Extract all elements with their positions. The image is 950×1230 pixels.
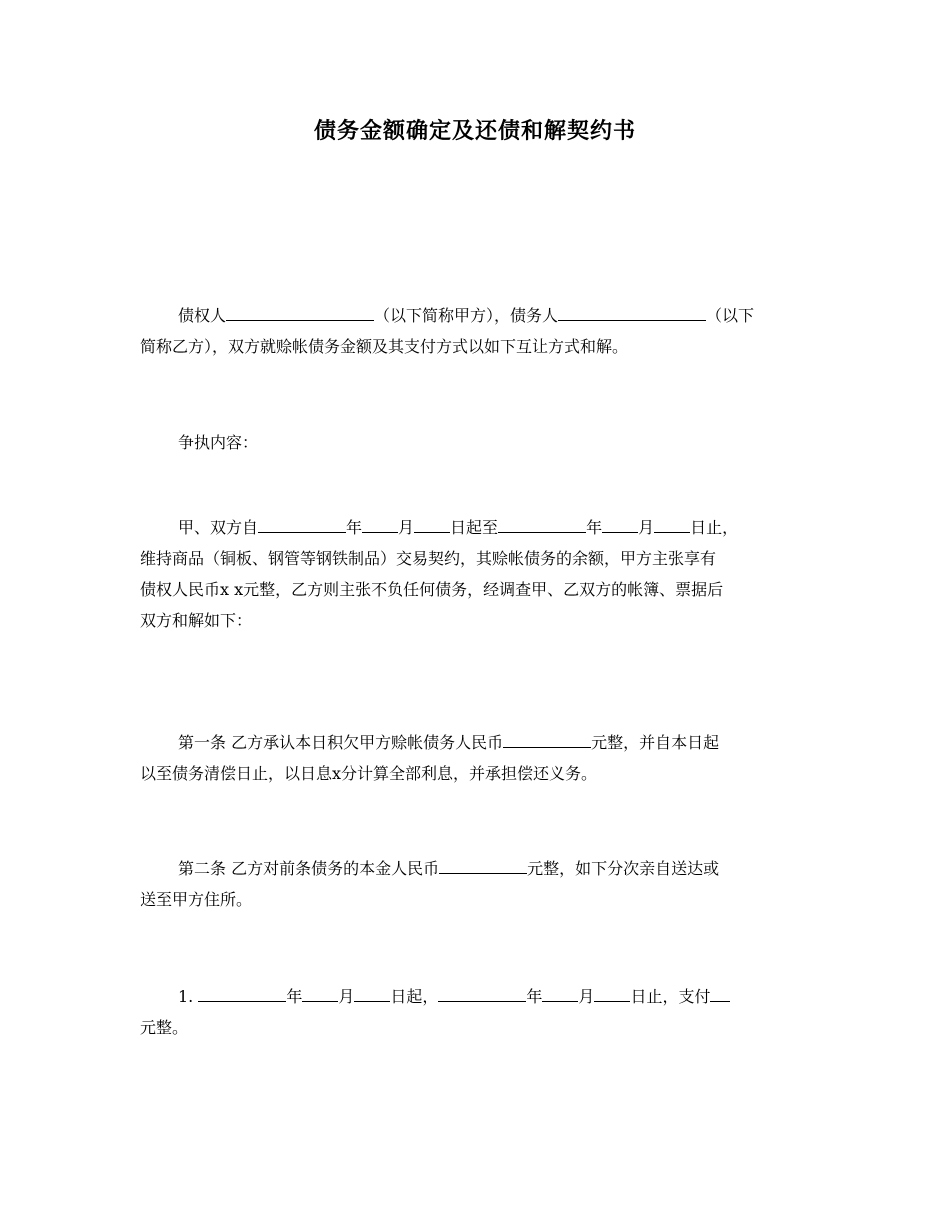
article-1-paragraph (140, 727, 812, 789)
article-2-text: 第二条 乙方对前条债务的本金人民币 (178, 859, 440, 878)
intro-line-2: 简称乙方），双方就赊帐债务金额及其支付方式以如下互让方式和解。 (140, 337, 629, 356)
dispute-heading: 争执内容： (178, 433, 259, 452)
item-text: 日起， (390, 987, 439, 1006)
item-text: 年 (526, 987, 543, 1006)
intro-text: （以下 (706, 306, 755, 325)
item-1-line-1 (140, 981, 812, 1012)
dispute-paragraph (140, 512, 812, 636)
dispute-line-4: 双方和解如下： (140, 611, 253, 630)
start-year-blank (258, 515, 346, 533)
start-day-blank (414, 515, 450, 533)
article-1-text: 元整，并自本日起 (591, 733, 720, 752)
dispute-line-3: 债权人民币x x元整，乙方则主张不负任何债务，经调查甲、乙双方的帐簿、票据后 (140, 580, 724, 599)
item-start-year-blank (198, 984, 286, 1002)
item-number: 1. (178, 987, 199, 1006)
item-text: 日止，支付 (630, 987, 711, 1006)
item-1-line-2: 元整。 (140, 1018, 189, 1037)
dispute-text: 月 (398, 518, 415, 537)
dispute-text: 日止， (690, 518, 739, 537)
dispute-heading-paragraph (140, 427, 812, 458)
item-text: 月 (338, 987, 355, 1006)
dispute-text: 甲、双方自 (178, 518, 259, 537)
start-month-blank (362, 515, 398, 533)
item-start-month-blank (302, 984, 338, 1002)
creditor-label: 债权人 (178, 306, 227, 325)
item-end-month-blank (542, 984, 578, 1002)
dispute-line-1 (140, 512, 812, 543)
article-2-text: 元整，如下分次亲自送达或 (527, 859, 720, 878)
debt-amount-blank (503, 730, 591, 748)
dispute-text: 月 (638, 518, 655, 537)
end-day-blank (654, 515, 690, 533)
item-start-day-blank (354, 984, 390, 1002)
intro-paragraph (140, 300, 812, 362)
dispute-line-2: 维持商品（铜板、钢管等钢铁制品）交易契约，其赊帐债务的余额，甲方主张享有 (140, 549, 717, 568)
document-title: 债务金额确定及还债和解契约书 (313, 119, 636, 144)
article-1-text: 第一条 乙方承认本日积欠甲方赊帐债务人民币 (178, 733, 504, 752)
article-2-line-1 (140, 853, 812, 884)
article-2-line-2: 送至甲方住所。 (140, 890, 253, 909)
item-text: 年 (286, 987, 303, 1006)
end-month-blank (602, 515, 638, 533)
principal-amount-blank (439, 856, 527, 874)
intro-text: （以下简称甲方），债务人 (374, 306, 559, 325)
item-amount-blank (710, 984, 730, 1002)
item-text: 月 (578, 987, 595, 1006)
dispute-text: 日起至 (450, 518, 499, 537)
creditor-blank (226, 303, 374, 321)
dispute-text: 年 (586, 518, 603, 537)
dispute-text: 年 (346, 518, 363, 537)
article-1-line-2: 以至债务清偿日止，以日息x分计算全部利息，并承担偿还义务。 (140, 764, 598, 783)
item-end-year-blank (438, 984, 526, 1002)
debtor-blank (558, 303, 706, 321)
article-1-line-1 (140, 727, 812, 758)
intro-line-1 (140, 300, 812, 331)
end-year-blank (498, 515, 586, 533)
item-end-day-blank (594, 984, 630, 1002)
article-2-paragraph (140, 853, 812, 915)
installment-item-1 (140, 981, 812, 1043)
